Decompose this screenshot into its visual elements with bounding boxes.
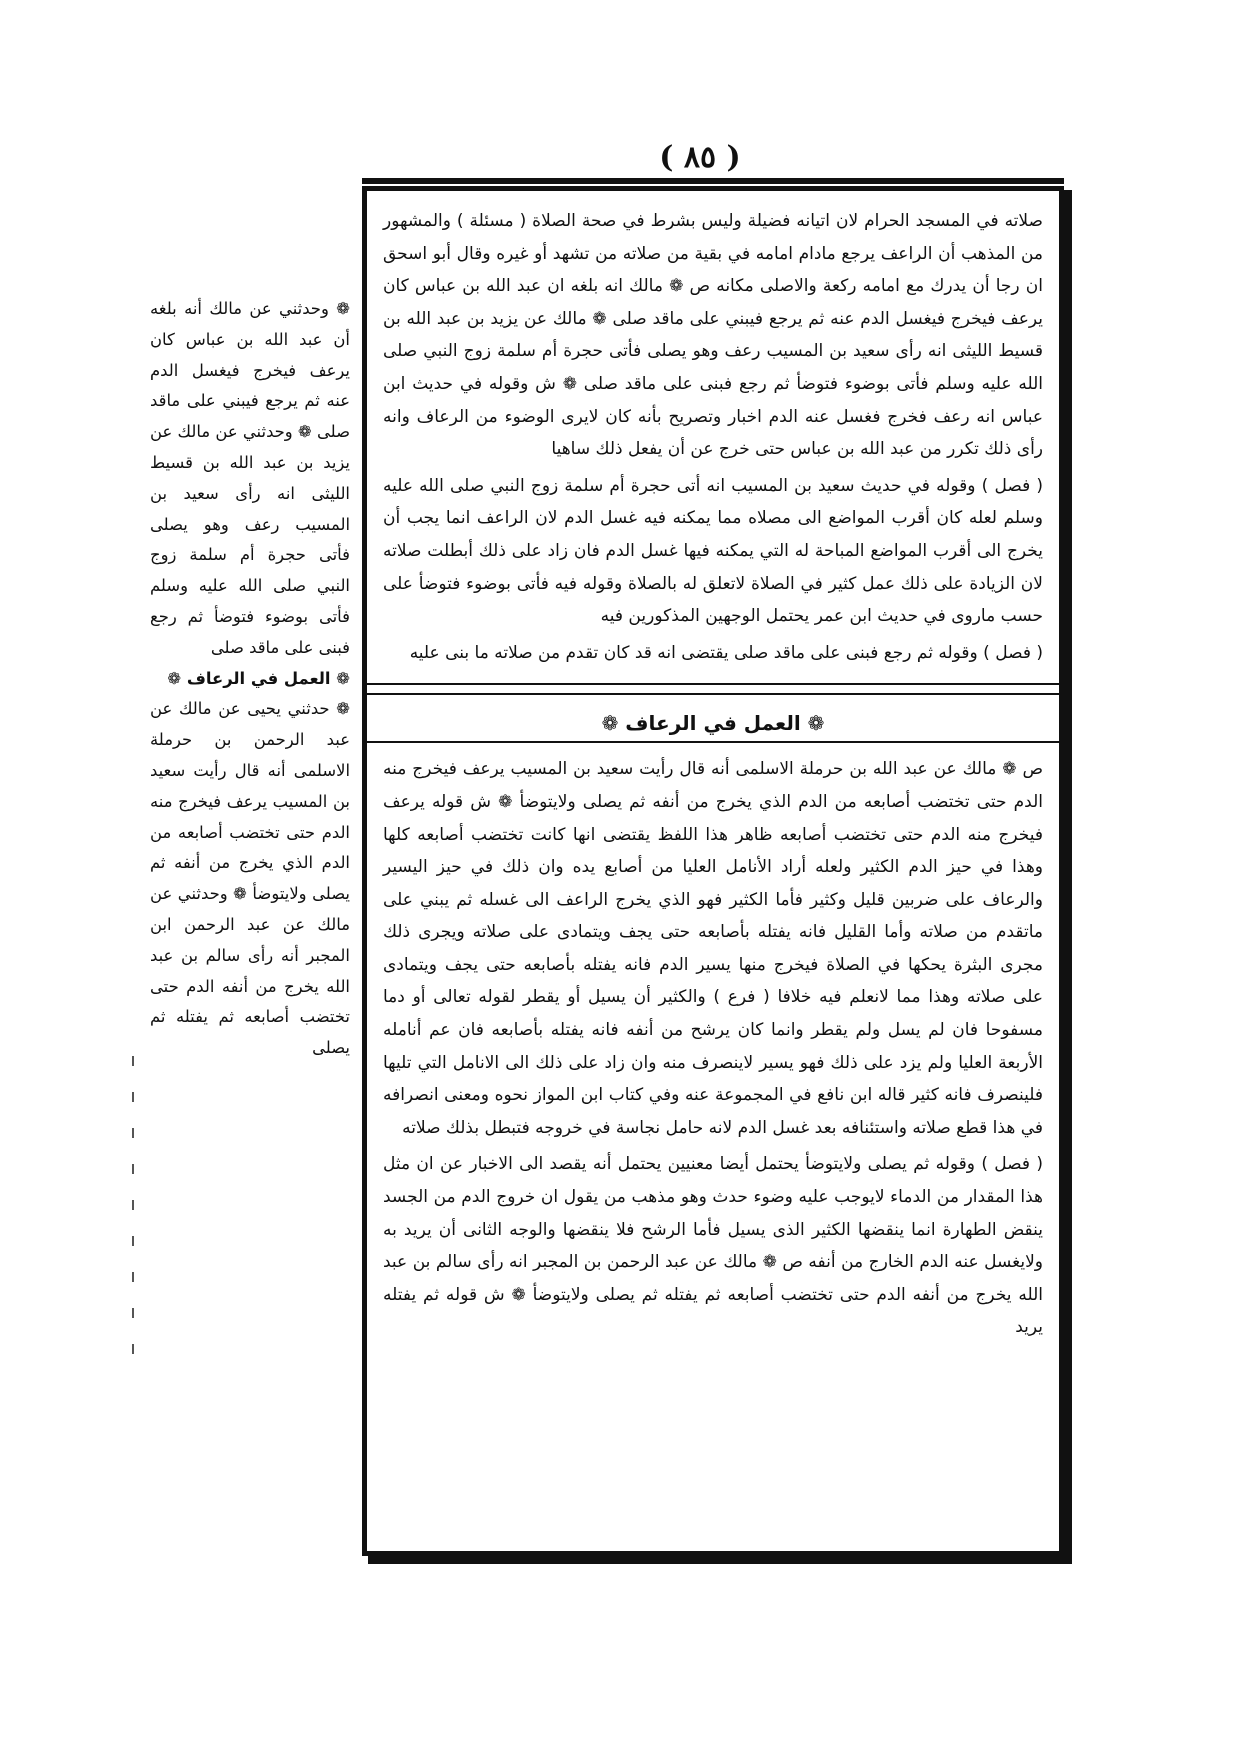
main-paragraph-2: ( فصل ) وقوله في حديث سعيد بن المسيب انه أتى حجرة أم سلمة زوج النبي صلى الله عليه وسلم لعله كان أقرب المواضع الى مصلاه مما يمكنه فيه غسل الدم لان الراعف انما يجب أن يخرج الى أقرب المواضع المباحة له التي يمكنه فيها غسل الدم فان زاد على ذلك أبطلت صلاته لان الزيادة على ذلك عمل كثير في الصلاة لاتعلق له بالصلاة وقوله فيه فأتى بوضوء فتوضأ على حسب ماروى في حديث ابن عمر يحتمل الوجهين المذكورين فيه bbox=[383, 475, 1043, 627]
margin-mark bbox=[132, 1056, 134, 1066]
frame-top-rule bbox=[362, 178, 1064, 184]
margin-mark bbox=[132, 1128, 134, 1138]
margin-paragraph-1: ❁ وحدثني عن مالك أنه بلغه أن عبد الله بن عباس كان يرعف فيخرج فيغسل الدم عنه ثم يرجع فيبني على ماقد صلى ❁ وحدثني عن مالك عن يزيد بن عبد الله بن قسيط الليثى انه رأى سعيد بن المسيب رعف وهو يصلى فأتى حجرة أم سلمة زوج النبي صلى الله عليه وسلم فأتى بوضوء فتوضأ ثم رجع فبنى على ماقد صلى bbox=[150, 299, 350, 657]
main-paragraph-1: صلاته في المسجد الحرام لان اتيانه فضيلة وليس بشرط في صحة الصلاة ( مسئلة ) والمشهور من المذهب أن الراعف يرجع مادام امامه في بقية من صلاته من تشهد أو غيره وقال أبو اسحق ان رجا أن يدرك مع امامه ركعة والاصلى مكانه ص ❁ مالك انه بلغه ان عبد الله بن عباس كان يرعف فيخرج فيغسل الدم عنه ثم يرجع فيبني على ماقد صلى ❁ مالك عن يزيد بن عبد الله بن قسيط الليثى انه رأى سعيد بن المسيب رعف وهو يصلى فأتى حجرة أم سلمة زوج النبي صلى الله عليه وسلم فأتى بوضوء فتوضأ ثم رجع فبنى على ماقد صلى ❁ ش وقوله في حديث ابن عباس انه رعف فخرج فغسل عنه الدم اخبار وتصريح بأنه كان لايرى الوضوء من الرعاف وانه رأى ذلك تكرر من عبد الله بن عباس حتى خرج عن أن يفعل ذلك ساهيا bbox=[383, 211, 1043, 460]
margin-mark bbox=[132, 1308, 134, 1318]
margin-mark bbox=[132, 1236, 134, 1246]
section-heading: ❁ العمل في الرعاف ❁ bbox=[367, 705, 1059, 743]
frame-shadow-bottom bbox=[368, 1556, 1072, 1564]
margin-mark bbox=[132, 1272, 134, 1282]
margin-mark bbox=[132, 1344, 134, 1354]
margin-mark bbox=[132, 1200, 134, 1210]
margin-heading: ❁ العمل في الرعاف ❁ bbox=[167, 668, 350, 688]
margin-mark bbox=[132, 1092, 134, 1102]
main-paragraph-4: ص ❁ مالك عن عبد الله بن حرملة الاسلمى أنه قال رأيت سعيد بن المسيب يرعف فيخرج منه الدم حتى تختضب أصابعه من الدم الذي يخرج من أنفه ثم يصلى ولايتوضأ ❁ ش قوله يرعف فيخرج منه الدم حتى تختضب أصابعه ظاهر هذا اللفظ يقتضى انها كانت تختضب أصابعه كلها وهذا في حيز الدم الكثير ولعله أراد الأنامل العليا من أصابع يده وان ذلك في حيز اليسير والرعاف على ضربين قليل وكثير فأما الكثير فهو الذي يخرج الراعف الى غسله ثم يبني على ماتقدم من صلاته وأما القليل فانه يفتله بأصابعه حتى يجف ويتمادى على صلاته ويجرى ذلك مجرى البثرة يحكها في الصلاة فيخرج منها يسير الدم فانه يفتله بأصابعه حتى يجف ويتمادى على صلاته وهذا مما لانعلم فيه خلافا ( فرع ) والكثير أن يسيل أو يقطر لقوله تعالى أو دما مسفوحا فان لم يسل ولم يقطر وانما كان يرشح من أنفه فانه يفتله بأصابعه فان عم أنامله الأربعة العليا ولم يزد على ذلك فهو يسير لاينصرف منه وان زاد على ذلك الى الانامل التي تليها فلينصرف فانه كثير قاله ابن نافع في المجموعة عنه وفي كتاب ابن المواز نحوه ومعنى انصرافه في هذا قطع صلاته واستئنافه بعد غسل الدم لانه حامل نجاسة في خروجه فتبطل بذلك صلاته bbox=[383, 759, 1043, 1138]
main-paragraph-5: ( فصل ) وقوله ثم يصلى ولايتوضأ يحتمل أيضا معنيين يحتمل أنه يقصد الى الاخبار عن ان مثل هذا المقدار من الدماء لايوجب عليه وضوء حدث وهو مذهب من يقول ان خروج الدم من الجسد ينقض الطهارة انما ينقضها الكثير الذى يسيل فأما الرشح فلا ينقضها والوجه الثانى أن يريد به ولايغسل عنه الدم الخارج من أنفه ص ❁ مالك عن عبد الرحمن بن المجبر انه رأى سالم بن عبد الله يخرج من أنفه الدم حتى تختضب أصابعه ثم يفتله ثم يصلى ولايتوضأ ❁ ش قوله ثم يفتله يريد bbox=[383, 1154, 1043, 1338]
main-text-frame bbox=[362, 186, 1064, 1556]
margin-text bbox=[150, 294, 350, 1064]
main-text-body bbox=[367, 191, 1059, 1551]
main-paragraph-3: ( فصل ) وقوله ثم رجع فبنى على ماقد صلى يقتضى انه قد كان تقدم من صلاته ما بنى عليه bbox=[409, 642, 1043, 663]
section-divider bbox=[367, 683, 1059, 695]
frame-shadow-right bbox=[1064, 190, 1072, 1562]
margin-mark bbox=[132, 1164, 134, 1174]
margin-marks bbox=[130, 1056, 136, 1416]
margin-paragraph-2: ❁ حدثني يحيى عن مالك عن عبد الرحمن بن حرملة الاسلمى أنه قال رأيت سعيد بن المسيب يرعف فيخرج منه الدم حتى تختضب أصابعه من الدم الذي يخرج من أنفه ثم يصلى ولايتوضأ ❁ وحدثني عن مالك عن عبد الرحمن ابن المجبر أنه رأى سالم بن عبد الله يخرج من أنفه الدم حتى تختضب أصابعه ثم يفتله ثم يصلى bbox=[150, 699, 350, 1058]
page-number: ( ٨٥ ) bbox=[659, 140, 741, 175]
